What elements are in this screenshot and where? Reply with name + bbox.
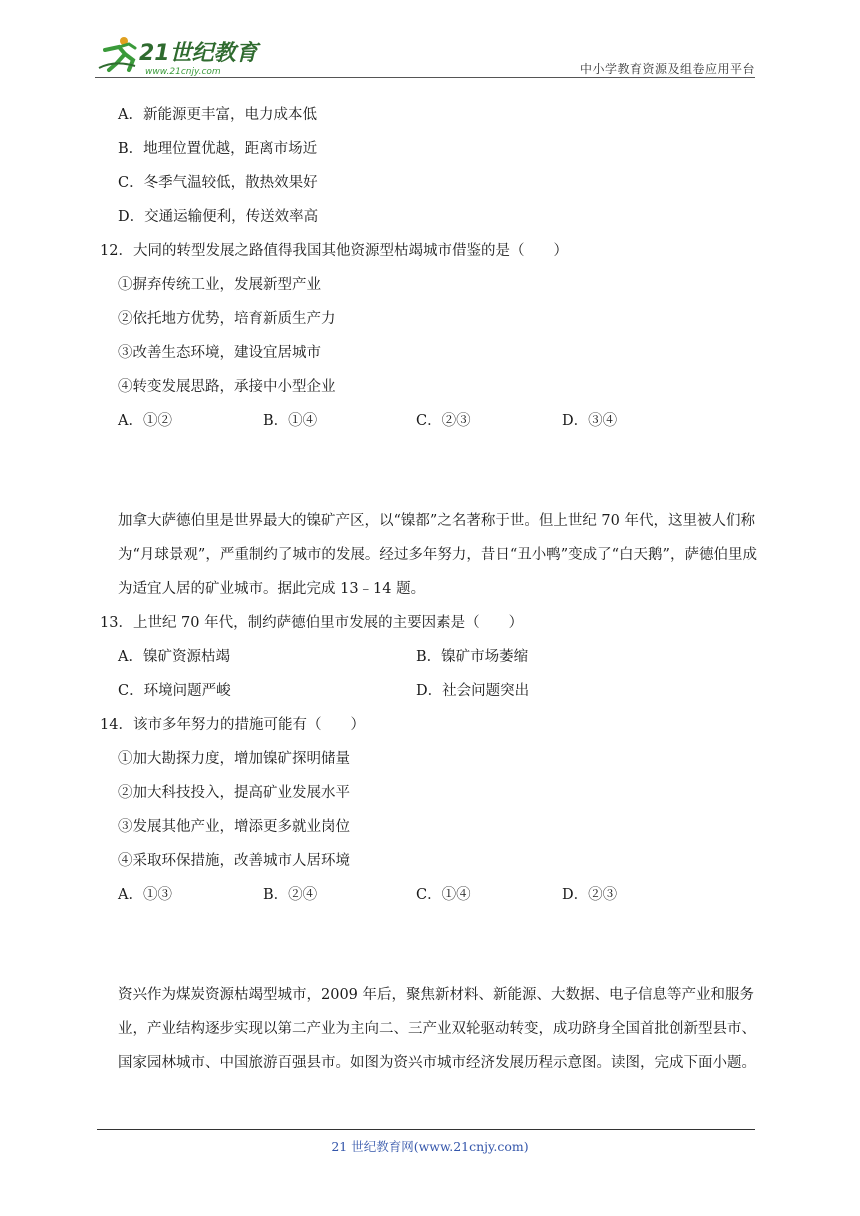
passage-zixing: [118, 978, 763, 1080]
q14-item-4: ④采取环保措施，改善城市人居环境: [118, 853, 350, 869]
header-divider: [95, 77, 755, 78]
site-logo: [95, 30, 265, 78]
q13-option-d: D．社会问题突出: [416, 683, 530, 699]
q14-option-b: B．②④: [263, 887, 318, 903]
q12-option-d: D．③④: [562, 413, 618, 429]
q14-option-a: A．①③: [118, 887, 172, 903]
q12-item-1: ①摒弃传统工业，发展新型产业: [118, 277, 321, 293]
q12-option-b: B．①④: [263, 413, 318, 429]
q12-stem: 12．大同的转型发展之路值得我国其他资源型枯竭城市借鉴的是（ ）: [100, 243, 568, 259]
q11-option-b: B．地理位置优越，距离市场近: [118, 141, 318, 157]
q12-item-3: ③改善生态环境，建设宜居城市: [118, 345, 321, 361]
page-header: [95, 30, 755, 78]
q13-option-b: B．镍矿市场萎缩: [416, 649, 529, 665]
q14-item-3: ③发展其他产业，增添更多就业岗位: [118, 819, 350, 835]
logo-wordmark: 21世纪教育: [139, 41, 258, 66]
footer-divider: [97, 1129, 755, 1130]
q13-option-c: C．环境问题严峻: [118, 683, 231, 699]
q14-option-c: C．①④: [416, 887, 471, 903]
q11-option-a: A．新能源更丰富，电力成本低: [118, 107, 317, 123]
passage-sudbury-text: 加拿大萨德伯里是世界最大的镍矿产区，以“镍都”之名著称于世。但上世纪 70 年代，这里被人们称为“月球景观”，严重制约了城市的发展。经过多年努力，昔日“丑小鸭”变成了“白天鹅”，萨德伯里成为适宜人居的矿业城市。据此完成 13﹣14 题。: [118, 513, 757, 597]
platform-name: 中小学教育资源及组卷应用平台: [579, 62, 755, 76]
runner-icon: [99, 37, 135, 70]
q12-item-4: ④转变发展思路，承接中小型企业: [118, 379, 336, 395]
passage-sudbury: [118, 504, 763, 606]
footer-site-link[interactable]: 21 世纪教育网(www.21cnjy.com): [331, 1139, 529, 1154]
q14-stem: 14．该市多年努力的措施可能有（ ）: [100, 717, 365, 733]
q14-item-2: ②加大科技投入，提高矿业发展水平: [118, 785, 350, 801]
q13-stem: 13．上世纪 70 年代，制约萨德伯里市发展的主要因素是（ ）: [100, 615, 524, 631]
passage-zixing-text: 资兴作为煤炭资源枯竭型城市，2009 年后，聚焦新材料、新能源、大数据、电子信息等产业和服务业，产业结构逐步实现以第二产业为主向二、三产业双轮驱动转变，成功跻身全国首批创新型县市、国家园林城市、中国旅游百强县市。如图为资兴市城市经济发展历程示意图。读图，完成下面小题。: [118, 987, 756, 1071]
q14-option-d: D．②③: [562, 887, 618, 903]
logo-url: www.21cnjy.com: [145, 67, 221, 77]
q11-option-d: D．交通运输便利，传送效率高: [118, 209, 319, 225]
q12-item-2: ②依托地方优势，培育新质生产力: [118, 311, 336, 327]
q12-option-c: C．②③: [416, 413, 471, 429]
q13-option-a: A．镍矿资源枯竭: [118, 649, 230, 665]
q12-option-a: A．①②: [118, 413, 172, 429]
q11-option-c: C．冬季气温较低，散热效果好: [118, 175, 318, 191]
q14-item-1: ①加大勘探力度，增加镍矿探明储量: [118, 751, 350, 767]
